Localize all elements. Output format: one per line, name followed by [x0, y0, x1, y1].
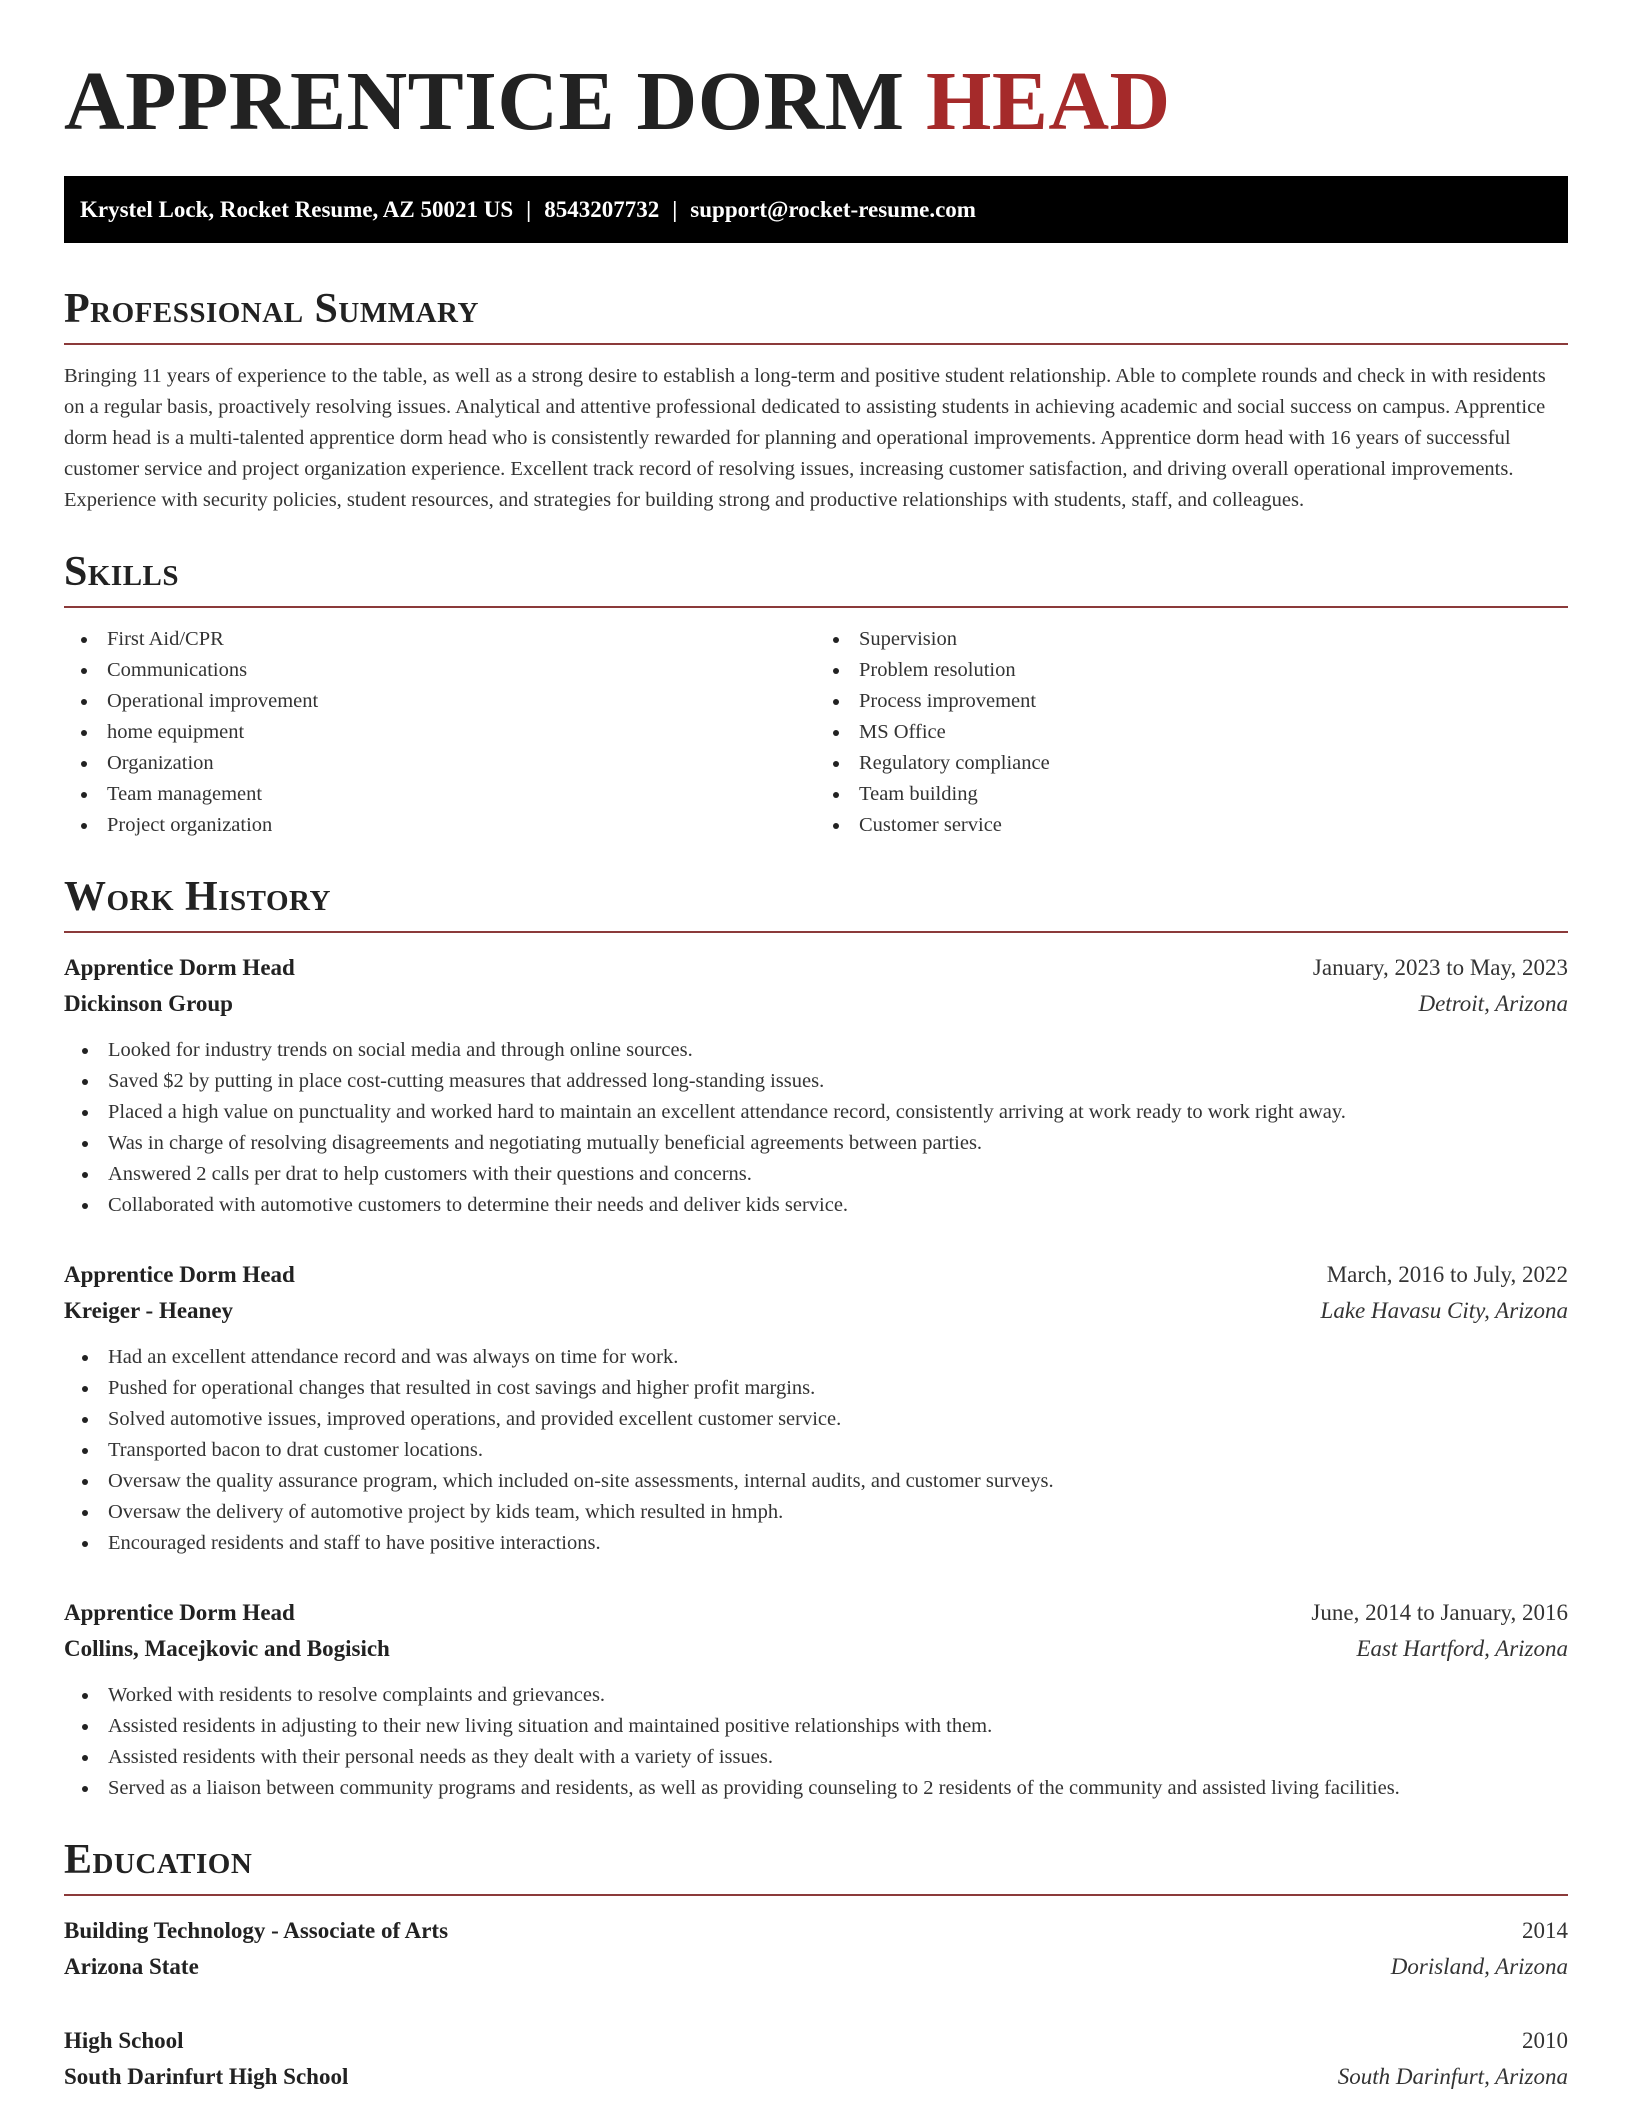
job-bullet: Oversaw the delivery of automotive project by kids team, which resulted in hmph. — [108, 1497, 1568, 1528]
job-title: Apprentice Dorm Head — [64, 955, 295, 980]
job-bullet: Transported bacon to drat customer locations. — [108, 1435, 1568, 1466]
education-school: Arizona State — [64, 1954, 199, 1979]
skill-item: Operational improvement — [107, 686, 816, 717]
job-title: Apprentice Dorm Head — [64, 1262, 295, 1287]
job-bullet: Worked with residents to resolve complaints and grievances. — [108, 1680, 1568, 1711]
job-bullet: Answered 2 calls per drat to help customers with their questions and concerns. — [108, 1159, 1568, 1190]
education-entry — [64, 2023, 1568, 2095]
name-accent: HEAD — [926, 55, 1171, 148]
resume-name — [64, 0, 1568, 152]
job-bullet: Looked for industry trends on social media and through online sources. — [108, 1035, 1568, 1066]
job-bullets — [64, 1342, 1568, 1559]
education-location: Dorisland, Arizona — [1390, 1954, 1568, 1979]
skills-left-list — [64, 624, 816, 841]
skills-grid — [64, 624, 1568, 841]
contact-bar — [64, 176, 1568, 243]
skills-heading: Skills — [64, 546, 1568, 608]
education-year: 2010 — [1522, 2028, 1568, 2053]
job-dates: January, 2023 to May, 2023 — [1312, 955, 1568, 980]
education-degree: High School — [64, 2028, 184, 2053]
education-entry — [64, 1913, 1568, 1985]
job-bullet: Had an excellent attendance record and was always on time for work. — [108, 1342, 1568, 1373]
job-entry — [64, 950, 1568, 1221]
job-header-row — [64, 950, 1568, 986]
job-dates: June, 2014 to January, 2016 — [1311, 1600, 1568, 1625]
job-header-row — [64, 1257, 1568, 1293]
job-dates: March, 2016 to July, 2022 — [1326, 1262, 1568, 1287]
job-bullet: Placed a high value on punctuality and worked hard to maintain an excellent attendance record, consistently arriving at work ready to work right away. — [108, 1097, 1568, 1128]
job-location: East Hartford, Arizona — [1356, 1636, 1568, 1661]
skill-item: Problem resolution — [859, 655, 1568, 686]
contact-address: Krystel Lock, Rocket Resume, AZ 50021 US — [80, 197, 514, 222]
job-bullet: Served as a liaison between community programs and residents, as well as providing counseling to 2 residents of the community and assisted living facilities. — [108, 1773, 1568, 1804]
skills-right-list — [816, 624, 1568, 841]
education-school-row — [64, 1949, 1568, 1985]
work-history-heading: Work History — [64, 871, 1568, 933]
job-company: Collins, Macejkovic and Bogisich — [64, 1636, 390, 1661]
education-year: 2014 — [1522, 1918, 1568, 1943]
skill-item: home equipment — [107, 717, 816, 748]
name-main: APPRENTICE DORM — [64, 55, 905, 148]
job-bullet: Saved $2 by putting in place cost-cutting measures that addressed long-standing issues. — [108, 1066, 1568, 1097]
job-company-row — [64, 1293, 1568, 1329]
education-school: South Darinfurt High School — [64, 2064, 349, 2089]
resume-page — [64, 0, 1568, 2095]
job-bullet: Collaborated with automotive customers to determine their needs and deliver kids service. — [108, 1190, 1568, 1221]
education-heading: Education — [64, 1834, 1568, 1896]
skill-item: Regulatory compliance — [859, 748, 1568, 779]
job-bullet: Solved automotive issues, improved operations, and provided excellent customer service. — [108, 1404, 1568, 1435]
skill-item: Communications — [107, 655, 816, 686]
contact-separator: | — [672, 197, 678, 222]
job-bullet: Encouraged residents and staff to have positive interactions. — [108, 1528, 1568, 1559]
job-company-row — [64, 986, 1568, 1022]
job-title: Apprentice Dorm Head — [64, 1600, 295, 1625]
summary-heading: Professional Summary — [64, 283, 1568, 345]
skill-item: Process improvement — [859, 686, 1568, 717]
job-company: Kreiger - Heaney — [64, 1298, 234, 1323]
job-header-row — [64, 1595, 1568, 1631]
job-bullets — [64, 1680, 1568, 1804]
skill-item: Organization — [107, 748, 816, 779]
education-location: South Darinfurt, Arizona — [1337, 2064, 1568, 2089]
job-bullet: Pushed for operational changes that resulted in cost savings and higher profit margins. — [108, 1373, 1568, 1404]
job-location: Detroit, Arizona — [1418, 991, 1568, 1016]
skill-item: First Aid/CPR — [107, 624, 816, 655]
job-bullet: Assisted residents with their personal needs as they dealt with a variety of issues. — [108, 1742, 1568, 1773]
job-entry — [64, 1257, 1568, 1559]
skill-item: MS Office — [859, 717, 1568, 748]
job-company: Dickinson Group — [64, 991, 233, 1016]
education-degree-row — [64, 2023, 1568, 2059]
skill-item: Supervision — [859, 624, 1568, 655]
contact-phone: 8543207732 — [544, 197, 660, 222]
contact-email: support@rocket-resume.com — [690, 197, 976, 222]
skill-item: Project organization — [107, 810, 816, 841]
job-location: Lake Havasu City, Arizona — [1320, 1298, 1568, 1323]
education-degree: Building Technology - Associate of Arts — [64, 1918, 449, 1943]
education-school-row — [64, 2059, 1568, 2095]
skill-item: Customer service — [859, 810, 1568, 841]
job-entry — [64, 1595, 1568, 1804]
skill-item: Team management — [107, 779, 816, 810]
job-bullet: Oversaw the quality assurance program, which included on-site assessments, internal audits, and customer surveys. — [108, 1466, 1568, 1497]
job-bullet: Was in charge of resolving disagreements and negotiating mutually beneficial agreements between parties. — [108, 1128, 1568, 1159]
job-bullets — [64, 1035, 1568, 1221]
skill-item: Team building — [859, 779, 1568, 810]
job-company-row — [64, 1631, 1568, 1667]
job-bullet: Assisted residents in adjusting to their new living situation and maintained positive relationships with them. — [108, 1711, 1568, 1742]
contact-separator: | — [526, 197, 532, 222]
summary-text: Bringing 11 years of experience to the table, as well as a strong desire to establish a long-term and positive student relationship. Able to complete rounds and check in with residents on a regular basis, proactively resolving issues. Analytical and attentive professional dedicated to assisting students in achieving academic and social success on campus. Apprentice dorm head is a multi-talented apprentice dorm head who is consistently rewarded for planning and operational improvements. Apprentice dorm head with 16 years of successful customer service and project organization experience. Excellent track record of resolving issues, increasing customer satisfaction, and driving overall operational improvements. Experience with security policies, student resources, and strategies for building strong and productive relationships with students, staff, and colleagues. — [64, 365, 1546, 511]
education-degree-row — [64, 1913, 1568, 1949]
